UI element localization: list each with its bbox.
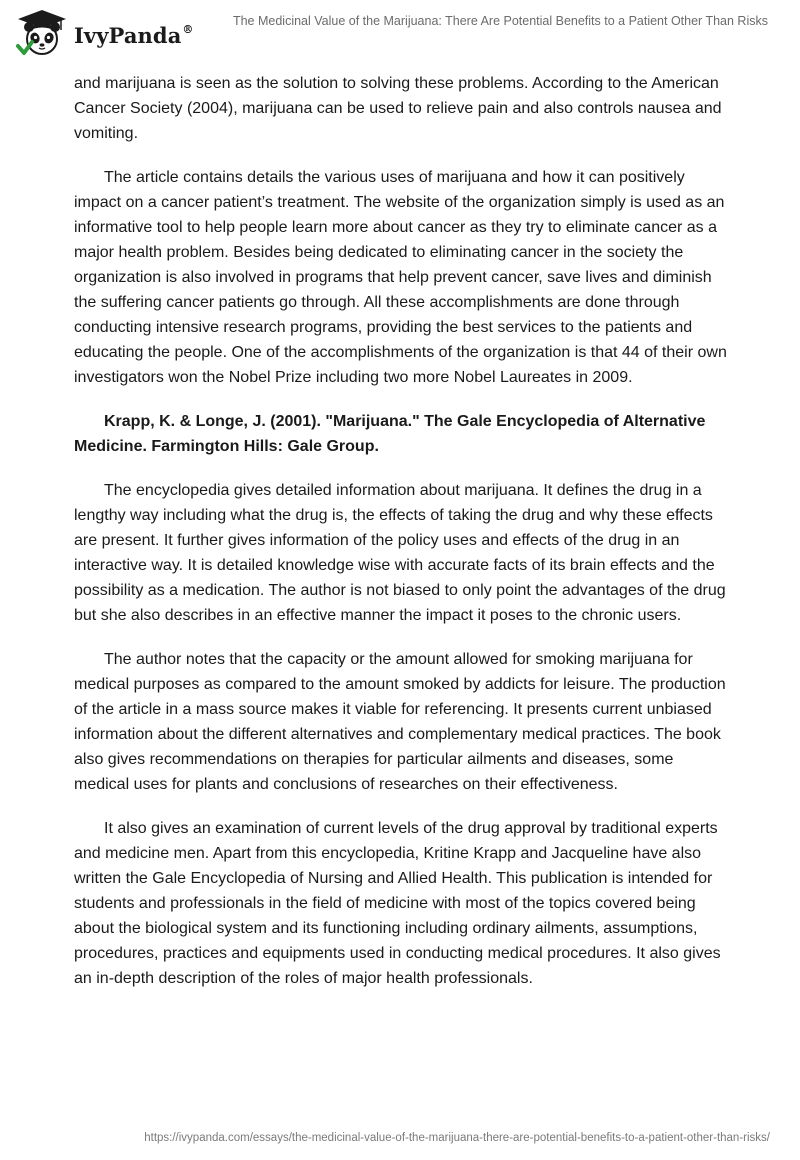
paragraph: It also gives an examination of current levels of the drug approval by traditional experts and medicine men. Apart from this encyclopedia, Kritine Krapp and Jacqueline have also written the Gale Encyclopedia of Nursing and Allied Health. This publication is intended for students and professionals in the field of medicine with most of the topics covered being about the biological system and its functioning including ordinary ailments, assumptions, procedures, practices and equipments used in conducting medical procedures. It also gives an in-depth description of the roles of major health professionals. [74,820,721,987]
paragraph: The article contains details the various uses of marijuana and how it can positively impact on a cancer patient’s treatment. The website of the organization simply is used as an informative tool to help people learn more about cancer as they try to eliminate cancer as a major health problem. Besides being dedicated to eliminating cancer in the society the organization is also involved in programs that help prevent cancer, save lives and diminish the suffering cancer patients go through. All these accomplishments are done through conducting intensive research programs, providing the best services to the patients and educating the people. One of the accomplishments of the organization is that 44 of their own investigators won the Nobel Prize including two more Nobel Laureates in 2009. [74,169,727,386]
ivypanda-logo[interactable] [14,6,194,62]
page-header [0,0,800,70]
brand-name [74,23,194,48]
essay-body [74,71,730,1010]
source-url[interactable]: https://ivypanda.com/essays/the-medicinal-value-of-the-marijuana-there-are-potential-benefits-to-a-patient-other-than-risks/ [144,1132,770,1144]
paragraph: and marijuana is seen as the solution to solving these problems. According to the American Cancer Society (2004), marijuana can be used to relieve pain and also controls nausea and vomiting. [74,75,722,142]
panda-graduate-icon [14,6,70,62]
brand-label: IvyPanda [74,22,182,48]
reference-heading: Krapp, K. & Longe, J. (2001). "Marijuana." The Gale Encyclopedia of Alternative Medicine. Farmington Hills: Gale Group. [74,413,706,455]
paragraph: The author notes that the capacity or the amount allowed for smoking marijuana for medical purposes as compared to the amount smoked by addicts for leisure. The production of the article in a mass source makes it viable for referencing. It presents current unbiased information about the different alternatives and complementary medical practices. The book also gives recommendations on therapies for particular ailments and diseases, some medical uses for plants and conclusions of researches on their effectiveness. [74,651,726,793]
registered-mark: ® [182,22,194,36]
paragraph: The encyclopedia gives detailed information about marijuana. It defines the drug in a lengthy way including what the drug is, the effects of taking the drug and why these effects are present. It further gives information of the policy uses and effects of the drug in an interactive way. It is detailed knowledge wise with accurate facts of its brain effects and the possibility as a medication. The author is not biased to only point the advantages of the drug but she also describes in an effective manner the impact it poses to the chronic users. [74,482,726,624]
document-title: The Medicinal Value of the Marijuana: There Are Potential Benefits to a Patient Other Than Risks [232,14,768,28]
